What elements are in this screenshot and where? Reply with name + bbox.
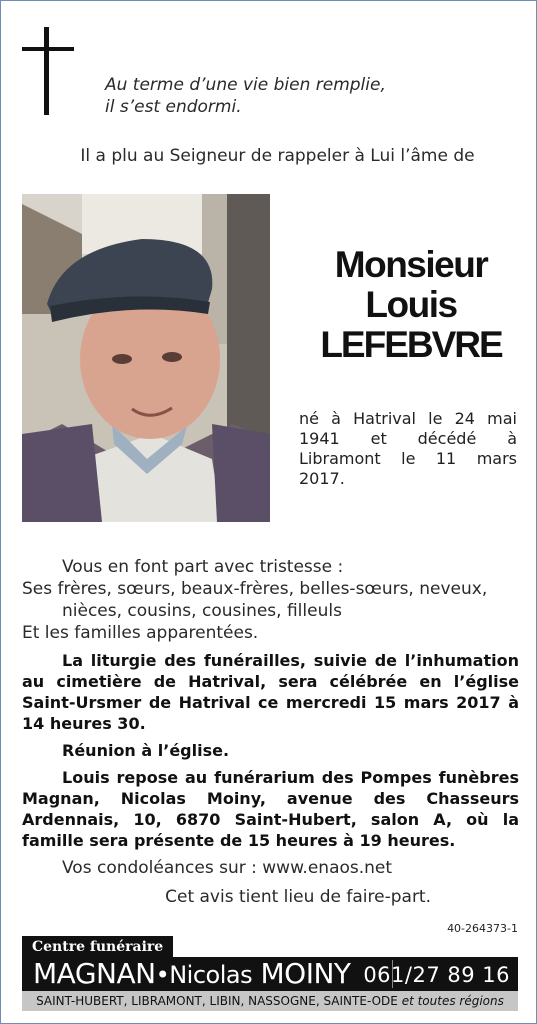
funeral-home-banner [22,957,518,991]
funeral-home-phone: 061/27 89 16 [363,963,510,987]
deceased-name [297,245,525,365]
meeting-info: Réunion à l’église. [62,741,230,760]
family-list: Ses frères, sœurs, beaux-frères, belles-sœurs, neveux, nièces, cousins, cousines, filleuls [22,579,488,621]
reference-number: 40-264373-1 [447,922,518,935]
portrait-photo [22,194,270,522]
bullet-icon: • [155,961,170,989]
visitation-info-text: Louis repose au funérarium des Pompes funèbres Magnan, Nicolas Moiny, avenue des Chasseurs Ardennais, 10, 6870 Saint-Hubert, salon A, où la famille sera présente de 15 heures à 19 heures. [22,768,519,850]
funeral-home-name-3: MOINY [260,957,351,990]
deceased-first-name: Louis [365,284,457,325]
announcement-body [22,556,519,908]
intro-text: Il a plu au Seigneur de rappeler à Lui l’âme de [80,146,475,166]
funeral-home-tab: Centre funéraire [22,936,173,957]
funeral-info-text: La liturgie des funérailles, suivie de l’inhumation au cimetière de Hatrival, sera célébrée en l’église Saint-Ursmer de Hatrival ce mercredi 15 mars 2017 à 14 heures 30. [22,651,519,733]
epitaph-line: Au terme d’une vie bien remplie, [105,75,386,95]
family-related: Et les familles apparentées. [22,623,259,643]
deceased-title: Monsieur [334,244,488,285]
funeral-home-name [33,958,351,991]
towns-suffix: et toutes régions [401,994,504,1008]
condolences-info: Vos condoléances sur : www.enaos.net [62,858,393,878]
announcement-lead: Vous en font part avec tristesse : [62,557,344,577]
towns-list: SAINT-HUBERT, LIBRAMONT, LIBIN, NASSOGNE, SAINTE-ODE [36,994,398,1008]
funeral-home-name-2: Nicolas [169,961,253,989]
cross-icon [22,27,74,115]
visitation-info [22,767,519,851]
funeral-home-name-1: MAGNAN [33,957,156,990]
notice-text: Cet avis tient lieu de faire-part. [165,887,431,907]
epitaph [105,74,386,118]
epitaph-line: il s’est endormi. [105,97,242,117]
deceased-last-name: LEFEBVRE [320,324,502,365]
funeral-info [22,650,519,734]
service-towns [22,991,518,1011]
birth-death-info: né à Hatrival le 24 mai 1941 et décédé à Libramont le 11 mars 2017. [299,409,517,488]
